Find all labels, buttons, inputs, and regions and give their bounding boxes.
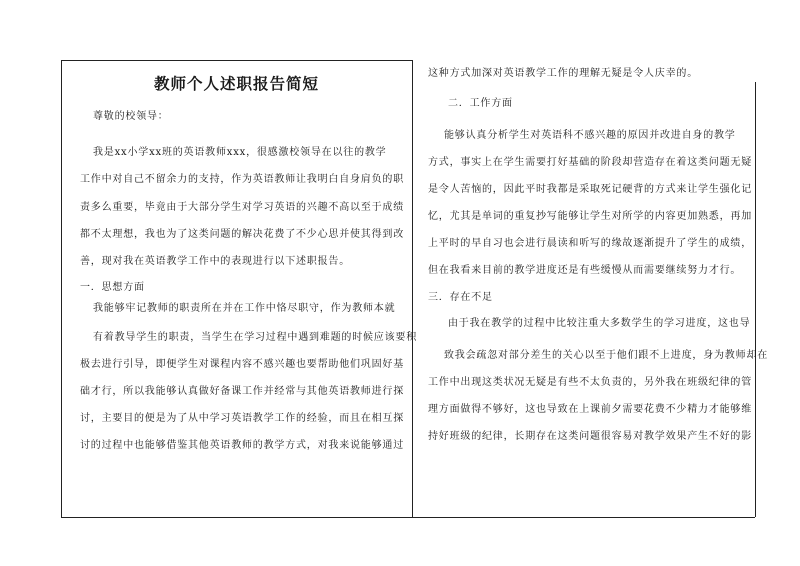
paragraph-line: 一．思想方面 [80, 282, 145, 293]
paragraph-line: 我是xx小学xx班的英语教师xxx，很感激校领导在以往的教学 [93, 147, 387, 158]
paragraph-line: 础才行，所以我能够认真做好备课工作并经常与其他英语教师进行探 [80, 386, 404, 397]
paragraph-line: 但在我看来目前的教学进度还是有些缓慢从而需要继续努力才行。 [428, 265, 742, 276]
section-heading: 由于我在教学的过程中比较注重大多数学生的学习进度，这也导 [448, 318, 751, 329]
paragraph-line: 讨的过程中也能够借鉴其他英语教师的教学方式，对我来说能够通过 [80, 440, 404, 451]
column-divider [412, 60, 413, 517]
section-heading: 我能够牢记教师的职责所在并在工作中恪尽职守，作为教师本就 [93, 303, 396, 314]
paragraph-line: 上平时的早自习也会进行晨读和听写的缘故逐渐提升了学生的成绩， [428, 238, 752, 249]
paragraph-line: 善，现对我在英语教学工作中的表现进行以下述职报告。 [80, 256, 350, 267]
paragraph-line: 持好班级的纪律，长期存在这类问题很容易对教学效果产生不好的影 [428, 431, 752, 442]
paragraph-line: 致我会疏忽对部分差生的关心以至于他们跟不上进度，身为教师却在 [444, 350, 768, 361]
frame-right-border [755, 82, 756, 517]
paragraph-line: 极去进行引导，即便学生对课程内容不感兴趣也要帮助他们巩固好基 [80, 359, 404, 370]
section-heading: 二．工作方面 [448, 98, 513, 109]
paragraph-line: 工作中对自己不留余力的支持，作为英语教师让我明白自身肩负的职 [80, 174, 404, 185]
paragraph-line: 忆，尤其是单词的重复抄写能够让学生对所学的内容更加熟悉，再加 [428, 211, 752, 222]
paragraph-line: 理方面做得不够好，这也导致在上课前夕需要花费不少精力才能够维 [428, 404, 752, 415]
paragraph-line: 能够认真分析学生对英语科不感兴趣的原因并改进自身的教学 [444, 130, 736, 141]
paragraph-line: 讨，主要目的便是为了从中学习英语教学工作的经验，而且在相互探 [80, 413, 404, 424]
frame-top-border [61, 60, 412, 61]
paragraph-line: 有着教导学生的职责，当学生在学习过程中遇到难题的时候应该要积 [93, 332, 417, 343]
paragraph-line: 方式，事实上在学生需要打好基础的阶段却营造存在着这类问题无疑 [428, 157, 752, 168]
document-title: 教师个人述职报告简短 [153, 74, 319, 93]
frame-left-border [61, 60, 62, 517]
paragraph-line: 这种方式加深对英语教学工作的理解无疑是令人庆幸的。 [428, 68, 698, 79]
frame-bottom-border [61, 517, 755, 518]
paragraph-line: 工作中出现这类状况无疑是有些不太负责的，另外我在班级纪律的管 [428, 377, 752, 388]
paragraph-line: 都不太理想，我也为了这类问题的解决花费了不少心思并使其得到改 [80, 229, 404, 240]
salutation: 尊敬的校领导： [93, 111, 169, 122]
paragraph-line: 责多么重要，毕竟由于大部分学生对学习英语的兴趣不高以至于成绩 [80, 202, 404, 213]
paragraph-line: 三．存在不足 [428, 292, 493, 303]
paragraph-line: 是令人苦恼的，因此平时我都是采取死记硬背的方式来让学生强化记 [428, 184, 752, 195]
